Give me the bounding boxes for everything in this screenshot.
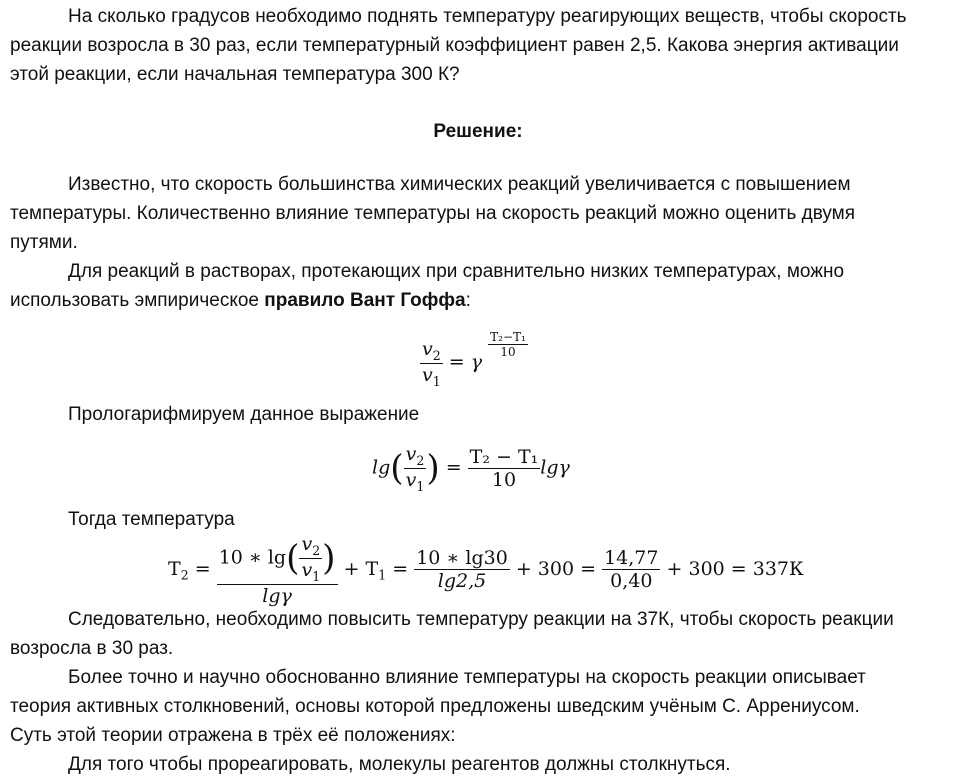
vant-hoff-rule: правило Вант Гоффа (264, 290, 466, 311)
rate-ratio-fraction: $\frac{v_2}{v_1}$ (422, 337, 441, 389)
gamma-base: γ (470, 351, 483, 373)
para1-line-2: температуры. Количественно влияние температуры на скорость реакций можно оценить двумя (10, 203, 856, 224)
para7: Для того чтобы прореагировать, молекулы реагентов должны столкнуться. (68, 754, 731, 775)
para5-line-2: возросла в 30 раз. (10, 638, 174, 659)
rate-ratio-fraction-2: $\frac{v_2}{v_1}$ (405, 443, 425, 494)
problem-line-3: этой реакции, если начальная температура 300 К? (10, 64, 460, 85)
para2-line-1: Для реакций в растворах, протекающих при сравнительно низких температурах, можно (68, 261, 845, 282)
lg-gamma: lgγ (540, 456, 570, 479)
para2-line-2 (10, 286, 946, 315)
problem-line-2: реакции возросла в 30 раз, если температурный коэффициент равен 2,5. Какова энергия активации (10, 35, 899, 56)
para1-line-1: Известно, что скорость большинства химических реакций увеличивается с повышением (68, 174, 851, 195)
numeric-fraction: $\frac{10 ∗ \lg 30}{\lg 2,5}$ (416, 547, 508, 593)
equation-vant-hoff (420, 330, 528, 388)
equation-temperature: $T_2$ = 10 ∗ lg( $\frac{v_2}{v_1}$ ) lgγ + $T_1$ = $\frac{10 ∗ \lg 30}{\lg 2,5}$ + 300 = $\frac{14,77}{0,40}$ + 300 = 337К (168, 533, 804, 607)
para2-colon: : (465, 290, 471, 311)
formula-fraction: 10 ∗ lg( $\frac{v_2}{v_1}$ ) lgγ (218, 533, 336, 607)
exponent-fraction: $\frac{\text{T₂−T₁}}{10}$ (490, 330, 526, 359)
para1-line-3: путями. (10, 232, 78, 253)
para2-prefix: использовать эмпирическое (10, 290, 265, 311)
lg-label: lg (372, 456, 391, 479)
problem-line-1: На сколько градусов необходимо поднять температуру реагирующих веществ, чтобы скорость (68, 6, 907, 27)
para5-line-1: Следовательно, необходимо повысить температуру реакции на 37К, чтобы скорость реакции (68, 609, 894, 630)
temperature-result: + 300 = 337К (666, 557, 804, 580)
para6-line-3: Суть этой теории отражена в трёх её положениях: (10, 725, 456, 746)
computed-fraction: $\frac{14,77}{0,40}$ (604, 547, 659, 593)
equals-sign: = (448, 351, 465, 373)
para6-line-2: теория активных столкновений, основы которой предложены шведским учёным С. Аррениусом. (10, 696, 860, 717)
temp-diff-fraction: $\frac{\text{T₂ − T₁}}{10}$ (469, 445, 539, 491)
para4: Тогда температура (68, 509, 235, 530)
para3: Прологарифмируем данное выражение (68, 404, 420, 425)
equation-logarithm: lg( $\frac{v_2}{v_1}$ ) = $\frac{\text{T₂ − T₁}}{10}$ lgγ (372, 443, 570, 494)
para6-line-1: Более точно и научно обоснованно влияние температуры на скорость реакции описывает (68, 667, 866, 688)
solution-heading: Решение: (433, 121, 523, 142)
